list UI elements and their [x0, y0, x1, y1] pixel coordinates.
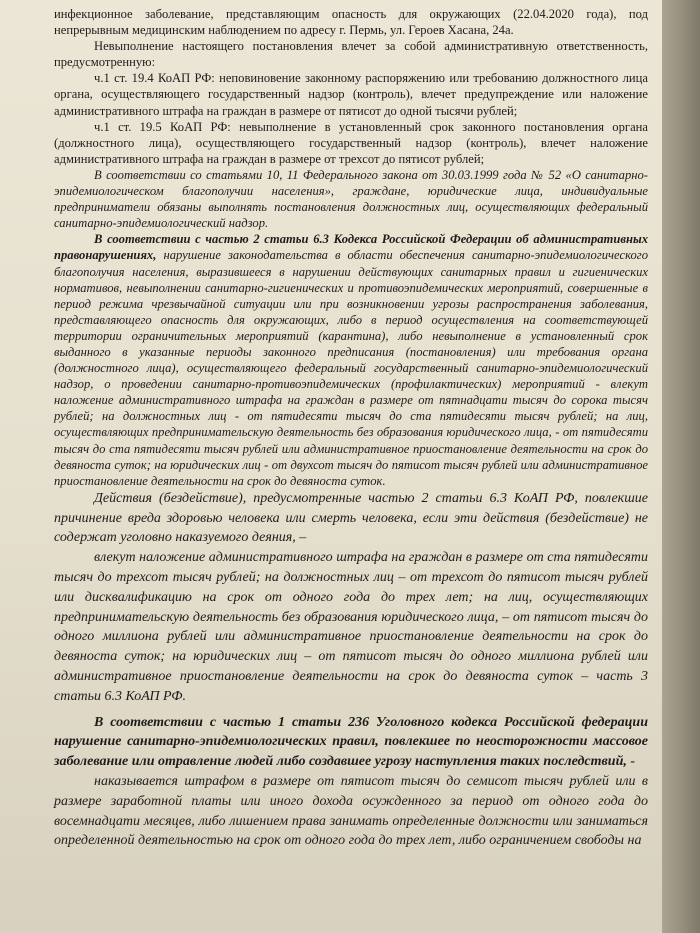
page-edge-shadow [662, 0, 700, 933]
document-body [54, 6, 648, 851]
paragraph-koap-6-3-text: нарушение законодательства в области обеспечения санитарно-эпидемиологического благополучия населения, выразившееся в нарушении действующих санитарных правил и гигиенических нормативов, невыполнении санитарно-гигиенических и противоэпидемических мероприятий, совершенные в период режима чрезвычайной ситуации или при возникновении угрозы распространения заболевания, представляющего опасность для окружающих, либо в период осуществления на соответствующей территории ограничительных мероприятий (карантина), либо невыполнение в установленный срок выданного в указанные периоды законного предписания (постановления) или требования органа (должностного лица), осуществляющего федеральный государственный санитарно-эпидемиологический надзор, о проведении санитарно-противоэпидемических (профилактических) мероприятий - влекут наложение административного штрафа на граждан в размере от пятнадцати тысяч до сорока тысяч рублей; на должностных лиц - от пятидесяти тысяч до ста пятидесяти тысяч рублей; на лиц, осуществляющих предпринимательскую деятельность без образования юридического лица, - от пятидесяти тысяч до ста пятидесяти тысяч рублей или административное приостановление деятельности на срок до девяноста суток; на юридических лиц - от двухсот тысяч до пятисот тысяч рублей или административное приостановление деятельности на срок до девяноста суток. [54, 248, 648, 488]
paragraph-koap-6-3-part-2 [54, 231, 648, 489]
paragraph-federal-law-52: В соответствии со статьями 10, 11 Федерального закона от 30.03.1999 года № 52 «О санитарно-эпидемиологическом благополучии населения», граждане, юридические лица, индивидуальные предприниматели обязаны выполнять постановления должностных лиц, осуществляющих федеральный санитарно-эпидемиологический надзор. [54, 167, 648, 231]
paragraph-uk-236-heading: В соответствии с частью 1 статьи 236 Уголовного кодекса Российской федерации нарушение санитарно-эпидемиологических правил, повлекшее по неосторожности массовое заболевание или отравление людей либо создавшее угрозу наступления таких последствий, - [54, 714, 648, 770]
paragraph-koap-19-4: ч.1 ст. 19.4 КоАП РФ: неповиновение законному распоряжению или требованию должностного лица органа, осуществляющего государственный надзор (контроль), влечет предупреждение или наложение административного штрафа на граждан в размере от пятисот до одной тысячи рублей; [54, 71, 648, 118]
paragraph-koap-6-3-harm: Действия (бездействие), предусмотренные частью 2 статьи 6.3 КоАП РФ, повлекшие причинение вреда здоровью человека или смерть человека, если эти действия (бездействие) не содержат уголовно наказуемого деяния, – [54, 490, 648, 546]
paragraph-liability-intro: Невыполнение настоящего постановления влечет за собой административную ответственность, предусмотренную: [54, 39, 648, 70]
paragraph-quarantine-address: инфекционное заболевание, представляющим опасность для окружающих (22.04.2020 года), под непрерывным медицинским наблюдением по адресу г. Пермь, ул. Героев Хасана, 24а. [54, 7, 648, 38]
paragraph-koap-19-5: ч.1 ст. 19.5 КоАП РФ: невыполнение в установленный срок законного постановления органа (должностного лица), осуществляющего государственный надзор (контроль), влечет наложение административного штрафа на граждан в размере от трехсот до пятисот рублей; [54, 119, 648, 166]
paragraph-koap-6-3-part-3: влекут наложение административного штрафа на граждан в размере от ста пятидесяти тысяч до трехсот тысяч рублей; на должностных лиц – от трехсот до пятисот тысяч рублей или дисквалификацию на срок от одного года до трех лет; на лиц, осуществляющих предпринимательскую деятельность без образования юридического лица, – от пятисот тысяч до одного миллиона рублей или административное приостановление деятельности на срок до девяноста суток; на юридических лиц – от пятисот тысяч до одного миллиона рублей или административное приостановление деятельности на срок до девяноста суток – часть 3 статьи 6.3 КоАП РФ. [54, 550, 648, 704]
paragraph-uk-236-penalty: наказывается штрафом в размере от пятисот тысяч до семисот тысяч рублей или в размере заработной платы или иного дохода осужденного за период от одного года до восемнадцати месяцев, либо лишением права занимать определенные должности или заниматься определенной деятельностью на срок от одного года до трех лет, либо ограничением свободы на [54, 773, 648, 849]
paragraph-koap-6-3-heading: В соответствии с частью 2 статьи 6.3 Кодекса Российской Федерации об административных правонарушениях, [54, 232, 648, 263]
